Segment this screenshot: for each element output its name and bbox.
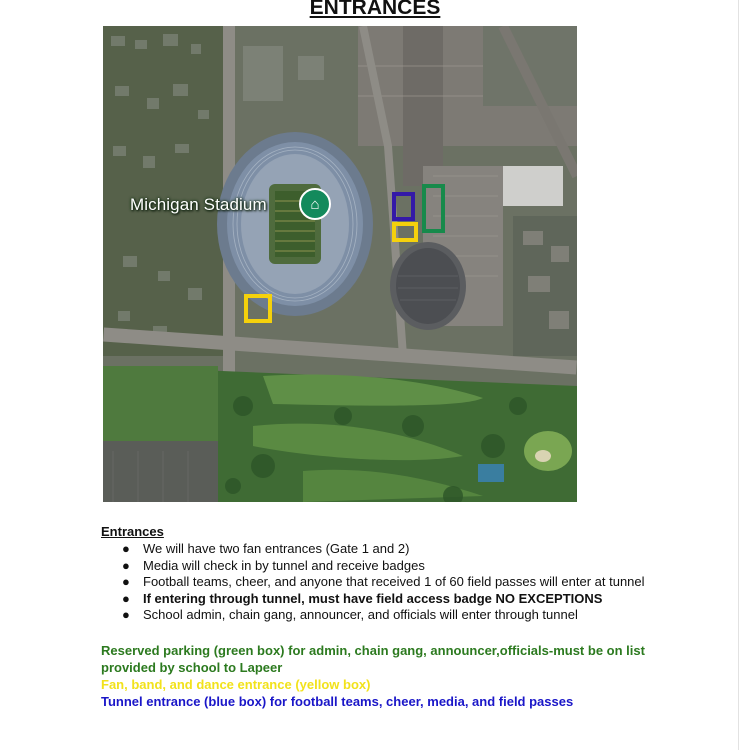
entrances-section <box>101 524 701 624</box>
page-title: ENTRANCES <box>309 0 441 19</box>
bullet-icon: ● <box>122 574 130 590</box>
bullet-icon: ● <box>122 557 130 573</box>
green-box-reserved-parking <box>422 184 445 233</box>
yellow-box-note: Fan, band, and dance entrance (yellow box) <box>101 677 371 692</box>
green-box-note: Reserved parking (green box) for admin, chain gang, announcer,officials-must be on list provided by school to Lapeer <box>101 643 645 675</box>
list-item: ● Football teams, cheer, and anyone that received 1 of 60 field passes will enter at tunnel <box>122 574 645 590</box>
stadium-map-label: Michigan Stadium <box>130 195 267 214</box>
legend-notes <box>101 642 661 710</box>
blue-box-tunnel-entrance <box>392 192 415 221</box>
bullet-icon: ● <box>122 607 130 623</box>
list-item: ● School admin, chain gang, announcer, and officials will enter through tunnel <box>122 607 578 623</box>
entrances-heading: Entrances <box>101 524 164 539</box>
list-item: ● We will have two fan entrances (Gate 1 and 2) <box>122 541 410 556</box>
aerial-map-image <box>103 26 577 502</box>
stadium-pin-icon: ⌂ <box>299 188 331 220</box>
bullet-icon: ● <box>122 541 130 556</box>
entrances-list <box>101 541 701 624</box>
list-item: ● If entering through tunnel, must have field access badge NO EXCEPTIONS <box>122 590 603 606</box>
bullet-icon: ● <box>122 590 130 606</box>
aerial-map <box>103 26 577 502</box>
blue-box-note: Tunnel entrance (blue box) for football teams, cheer, media, and field passes <box>101 694 574 709</box>
yellow-box-fan-entrance <box>392 222 418 242</box>
yellow-box-fan-entrance <box>244 294 272 323</box>
list-item: ● Media will check in by tunnel and receive badges <box>122 557 425 573</box>
